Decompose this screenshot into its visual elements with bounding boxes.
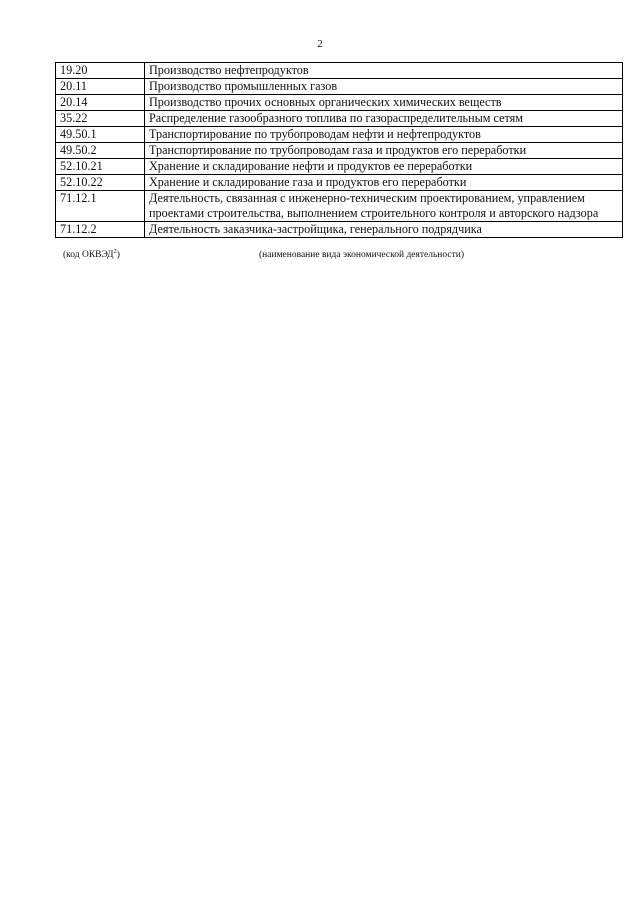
footnote-marker: 2 (113, 247, 117, 255)
table-row (56, 143, 623, 159)
table-row (56, 159, 623, 175)
activity-name-caption: (наименование вида экономической деятельности) (259, 250, 464, 260)
table-row (56, 222, 623, 238)
okved-code-caption-close: ) (116, 250, 120, 260)
page-number: 2 (317, 38, 323, 50)
activity-name: Транспортирование по трубопроводам нефти и нефтепродуктов (145, 127, 623, 143)
table-row (56, 79, 623, 95)
okved-table (55, 62, 623, 238)
activity-name: Производство нефтепродуктов (145, 63, 623, 79)
okved-code-caption (63, 247, 120, 261)
okved-code: 19.20 (56, 63, 145, 79)
activity-name: Распределение газообразного топлива по газораспределительным сетям (145, 111, 623, 127)
okved-code: 71.12.2 (56, 222, 145, 238)
table-row (56, 127, 623, 143)
table-row (56, 191, 623, 222)
okved-code: 20.11 (56, 79, 145, 95)
activity-name: Хранение и складирование нефти и продуктов ее переработки (145, 159, 623, 175)
okved-code: 49.50.2 (56, 143, 145, 159)
table-row (56, 175, 623, 191)
activity-name: Деятельность, связанная с инженерно-техническим проектированием, управлением проектами строительства, выполнением строительного контроля и авторского надзора (145, 191, 623, 222)
okved-code: 20.14 (56, 95, 145, 111)
okved-code: 35.22 (56, 111, 145, 127)
okved-code: 52.10.22 (56, 175, 145, 191)
activity-name: Хранение и складирование газа и продуктов его переработки (145, 175, 623, 191)
table-row (56, 111, 623, 127)
table-row (56, 95, 623, 111)
activity-name: Транспортирование по трубопроводам газа и продуктов его переработки (145, 143, 623, 159)
activity-name: Производство промышленных газов (145, 79, 623, 95)
okved-code: 49.50.1 (56, 127, 145, 143)
activity-name: Деятельность заказчика-застройщика, генерального подрядчика (145, 222, 623, 238)
okved-code: 52.10.21 (56, 159, 145, 175)
table-row (56, 63, 623, 79)
activity-name: Производство прочих основных органических химических веществ (145, 95, 623, 111)
okved-code-caption-label: (код ОКВЭД (63, 250, 114, 260)
okved-code: 71.12.1 (56, 191, 145, 222)
